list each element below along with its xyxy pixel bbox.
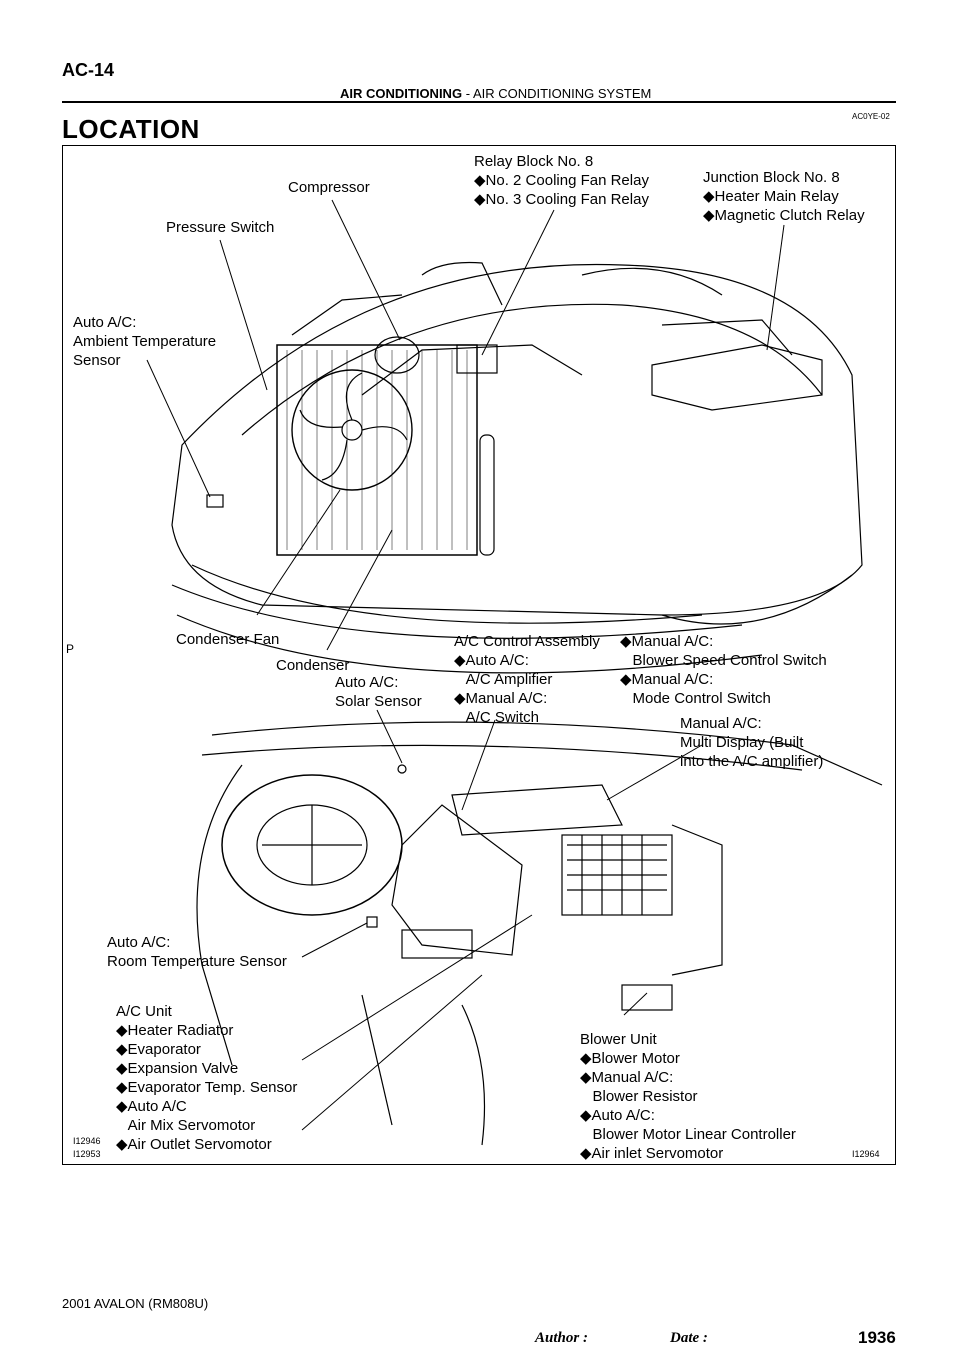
ac-control-label: A/C Control Assembly ◆Auto A/C: A/C Amplifier ◆Manual A/C: A/C Switch xyxy=(454,633,600,726)
section-heading xyxy=(340,86,651,101)
footer-author: Author : xyxy=(535,1330,588,1346)
footer-model: 2001 AVALON (RM808U) xyxy=(62,1296,209,1311)
section-separator: - xyxy=(465,86,471,101)
junction-block-label: Junction Block No. 8 ◆Heater Main Relay ◆Magnetic Clutch Relay xyxy=(703,169,865,224)
pressure-switch-label: Pressure Switch xyxy=(166,219,275,236)
footer-date: Date : xyxy=(670,1330,708,1346)
figure-id-left-bottom: I12953 xyxy=(73,1149,101,1159)
solar-sensor-label: Auto A/C: Solar Sensor xyxy=(335,674,422,710)
blower-unit-label: Blower Unit ◆Blower Motor ◆Manual A/C: Blower Resistor ◆Auto A/C: Blower Motor Linear Controller ◆Air inlet Servomotor xyxy=(580,1031,796,1162)
p-mark: P xyxy=(66,642,75,656)
condenser-label: Condenser xyxy=(276,657,350,674)
doc-code: AC0YE-02 xyxy=(852,112,890,121)
figure-id-right: I12964 xyxy=(852,1149,880,1159)
page-number: 1936 xyxy=(858,1328,896,1347)
page-id: AC-14 xyxy=(62,60,115,80)
section-name: AIR CONDITIONING xyxy=(340,86,463,101)
page-title: LOCATION xyxy=(62,114,200,144)
multi-display-label: Manual A/C: Multi Display (Built into the A/C amplifier) xyxy=(680,715,824,770)
header-rule xyxy=(62,101,896,103)
relay-block-label: Relay Block No. 8 ◆No. 2 Cooling Fan Relay ◆No. 3 Cooling Fan Relay xyxy=(474,153,649,208)
ac-unit-label: A/C Unit ◆Heater Radiator ◆Evaporator ◆Expansion Valve ◆Evaporator Temp. Sensor ◆Auto A/C Air Mix Servomotor ◆Air Outlet Servomotor xyxy=(116,1003,298,1153)
subsection-name: AIR CONDITIONING SYSTEM xyxy=(472,86,652,101)
manual-switches-label: ◆Manual A/C: Blower Speed Control Switch ◆Manual A/C: Mode Control Switch xyxy=(620,633,827,707)
room-sensor-label: Auto A/C: Room Temperature Sensor xyxy=(107,934,287,970)
figure-id-left-top: I12946 xyxy=(73,1136,101,1146)
ambient-sensor-label: Auto A/C: Ambient Temperature Sensor xyxy=(73,314,217,369)
compressor-label: Compressor xyxy=(288,179,370,196)
condenser-fan-label: Condenser Fan xyxy=(176,631,280,648)
